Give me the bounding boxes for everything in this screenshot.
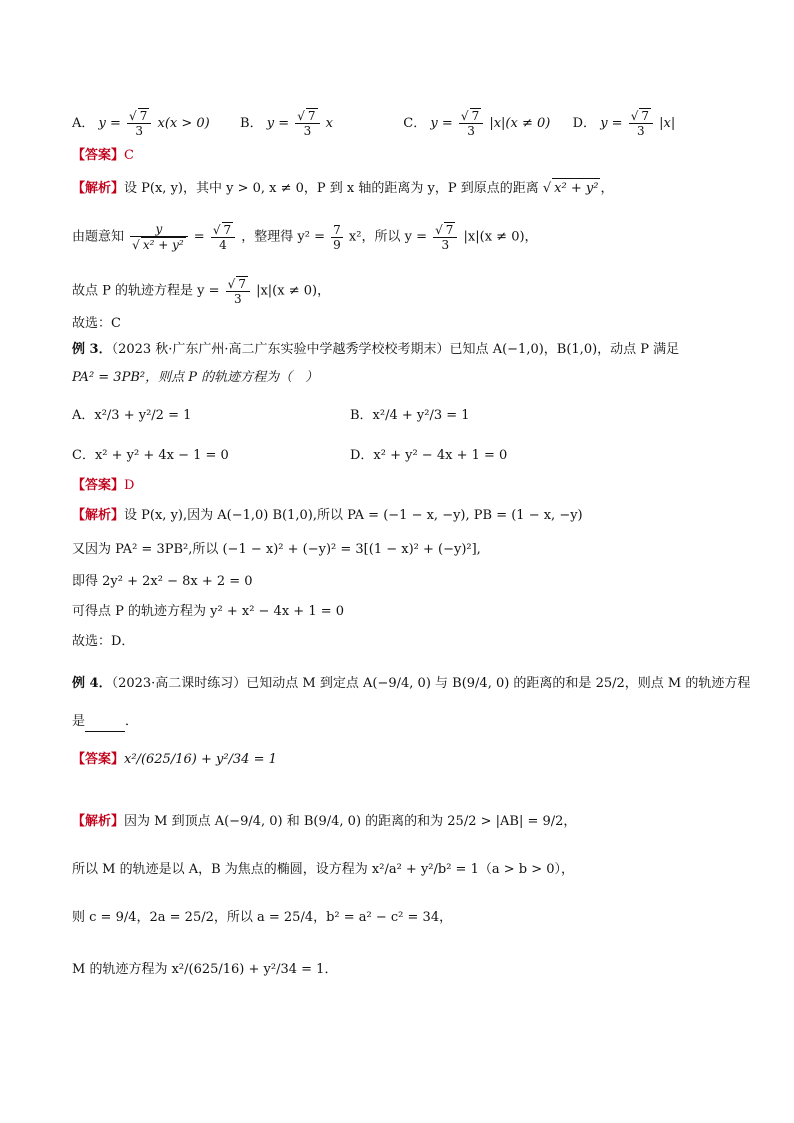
ex4-analysis-line1: 【解析】因为 M 到顶点 A(−9/4, 0) 和 B(9/4, 0) 的距离的和为 25/2 > |AB| = 9/2， bbox=[72, 814, 577, 829]
fraction: $\frac{√ 7}{3}$ bbox=[127, 108, 151, 138]
ex2-analysis-line3: 故点 P 的轨迹方程是 y = $\frac{√ 7}{3}$ |x|(x ≠ 0)， bbox=[72, 277, 331, 306]
ex3-option-c: C．x² + y² + 4x − 1 = 0 bbox=[72, 448, 229, 463]
option-c: C． y = $\frac{√ 7}{3}$ |x|(x ≠ 0) bbox=[403, 109, 551, 138]
ex4-analysis-line2: 所以 M 的轨迹是以 A，B 为焦点的椭圆，设方程为 x²/a² + y²/b² = 1（a > b > 0）， bbox=[72, 862, 575, 877]
ex3-question-line1: 例 3．（2023 秋·广东广州·高二广东实验中学越秀学校校考期末）已知点 A(−1,0)，B(1,0)，动点 P 满足 bbox=[72, 342, 680, 357]
ex4-question-line1: 例 4．（2023·高二课时练习）已知动点 M 到定点 A(−9/4, 0) 与 B(9/4, 0) 的距离的和是 25/2，则点 M 的轨迹方程 bbox=[72, 676, 751, 691]
options-row-1 bbox=[72, 108, 675, 138]
ex3-analysis-line1: 【解析】设 P(x, y),因为 A(−1,0) B(1,0),所以 PA = (−1 − x, −y), PB = (1 − x, −y) bbox=[72, 508, 583, 523]
ex3-option-a: A．x²/3 + y²/2 = 1 bbox=[72, 408, 192, 423]
fraction: $\frac{√ 7}{3}$ bbox=[226, 276, 250, 306]
fraction: $\frac{√ 7}{4}$ bbox=[211, 222, 235, 252]
fraction: $\frac{√ 7}{3}$ bbox=[629, 108, 653, 138]
ex3-answer: 【答案】D bbox=[72, 478, 135, 493]
fraction: $\frac{√ 7}{3}$ bbox=[459, 108, 483, 138]
ex3-analysis-line2: 又因为 PA² = 3PB²,所以 (−1 − x)² + (−y)² = 3[(1 − x)² + (−y)²], bbox=[72, 542, 481, 557]
option-d: D． y = $\frac{√ 7}{3}$ |x| bbox=[572, 109, 676, 138]
ex3-analysis-line3: 即得 2y² + 2x² − 8x + 2 = 0 bbox=[72, 574, 253, 589]
ex3-question-line2: PA² = 3PB²，则点 P 的轨迹方程为（ ） bbox=[72, 370, 319, 385]
ex4-analysis-line4: M 的轨迹方程为 x²/(625/16) + y²/34 = 1． bbox=[72, 962, 338, 977]
ex3-choice: 故选：D． bbox=[72, 634, 135, 649]
fraction: $\frac{√ 7}{3}$ bbox=[433, 222, 457, 252]
ex4-analysis-line3: 则 c = 9/4，2a = 25/2，所以 a = 25/4，b² = a² − c² = 34， bbox=[72, 910, 453, 925]
ex2-analysis-line1: 【解析】设 P(x, y)，其中 y > 0, x ≠ 0，P 到 x 轴的距离为 y，P 到原点的距离 √ x² + y² ， bbox=[72, 178, 613, 199]
ex3-option-d: D．x² + y² − 4x + 1 = 0 bbox=[350, 448, 508, 463]
answer-blank bbox=[85, 717, 125, 732]
fraction: $\frac{7}{9}$ bbox=[333, 222, 341, 252]
ex2-choice: 故选：C bbox=[72, 316, 121, 331]
option-a: A． y = $\frac{√ 7}{3}$ x(x > 0) bbox=[72, 109, 210, 138]
fraction: $\frac{y}{\text{√ x² + y²}}$ bbox=[130, 222, 188, 252]
option-b: B． y = $\frac{√ 7}{3}$ x bbox=[240, 109, 334, 138]
ex2-analysis-line2: 由题意知 $\frac{y}{\text{√ x² + y²}}$ = $\frac{√ 7}{4}$ ，整理得 y² = $\frac{7}{9}$ x²，所以 y = $\frac{√ 7}{3}$ |x|(x ≠ 0)， bbox=[72, 222, 538, 252]
fraction: $\frac{√ 7}{3}$ bbox=[295, 108, 319, 138]
ex4-question-line2: 是 ． bbox=[72, 712, 138, 732]
ex3-option-b: B．x²/4 + y²/3 = 1 bbox=[350, 408, 470, 423]
ex2-answer: 【答案】C bbox=[72, 148, 134, 163]
ex3-analysis-line4: 可得点 P 的轨迹方程为 y² + x² − 4x + 1 = 0 bbox=[72, 604, 345, 619]
ex4-answer: 【答案】x²/(625/16) + y²/34 = 1 bbox=[72, 752, 277, 767]
